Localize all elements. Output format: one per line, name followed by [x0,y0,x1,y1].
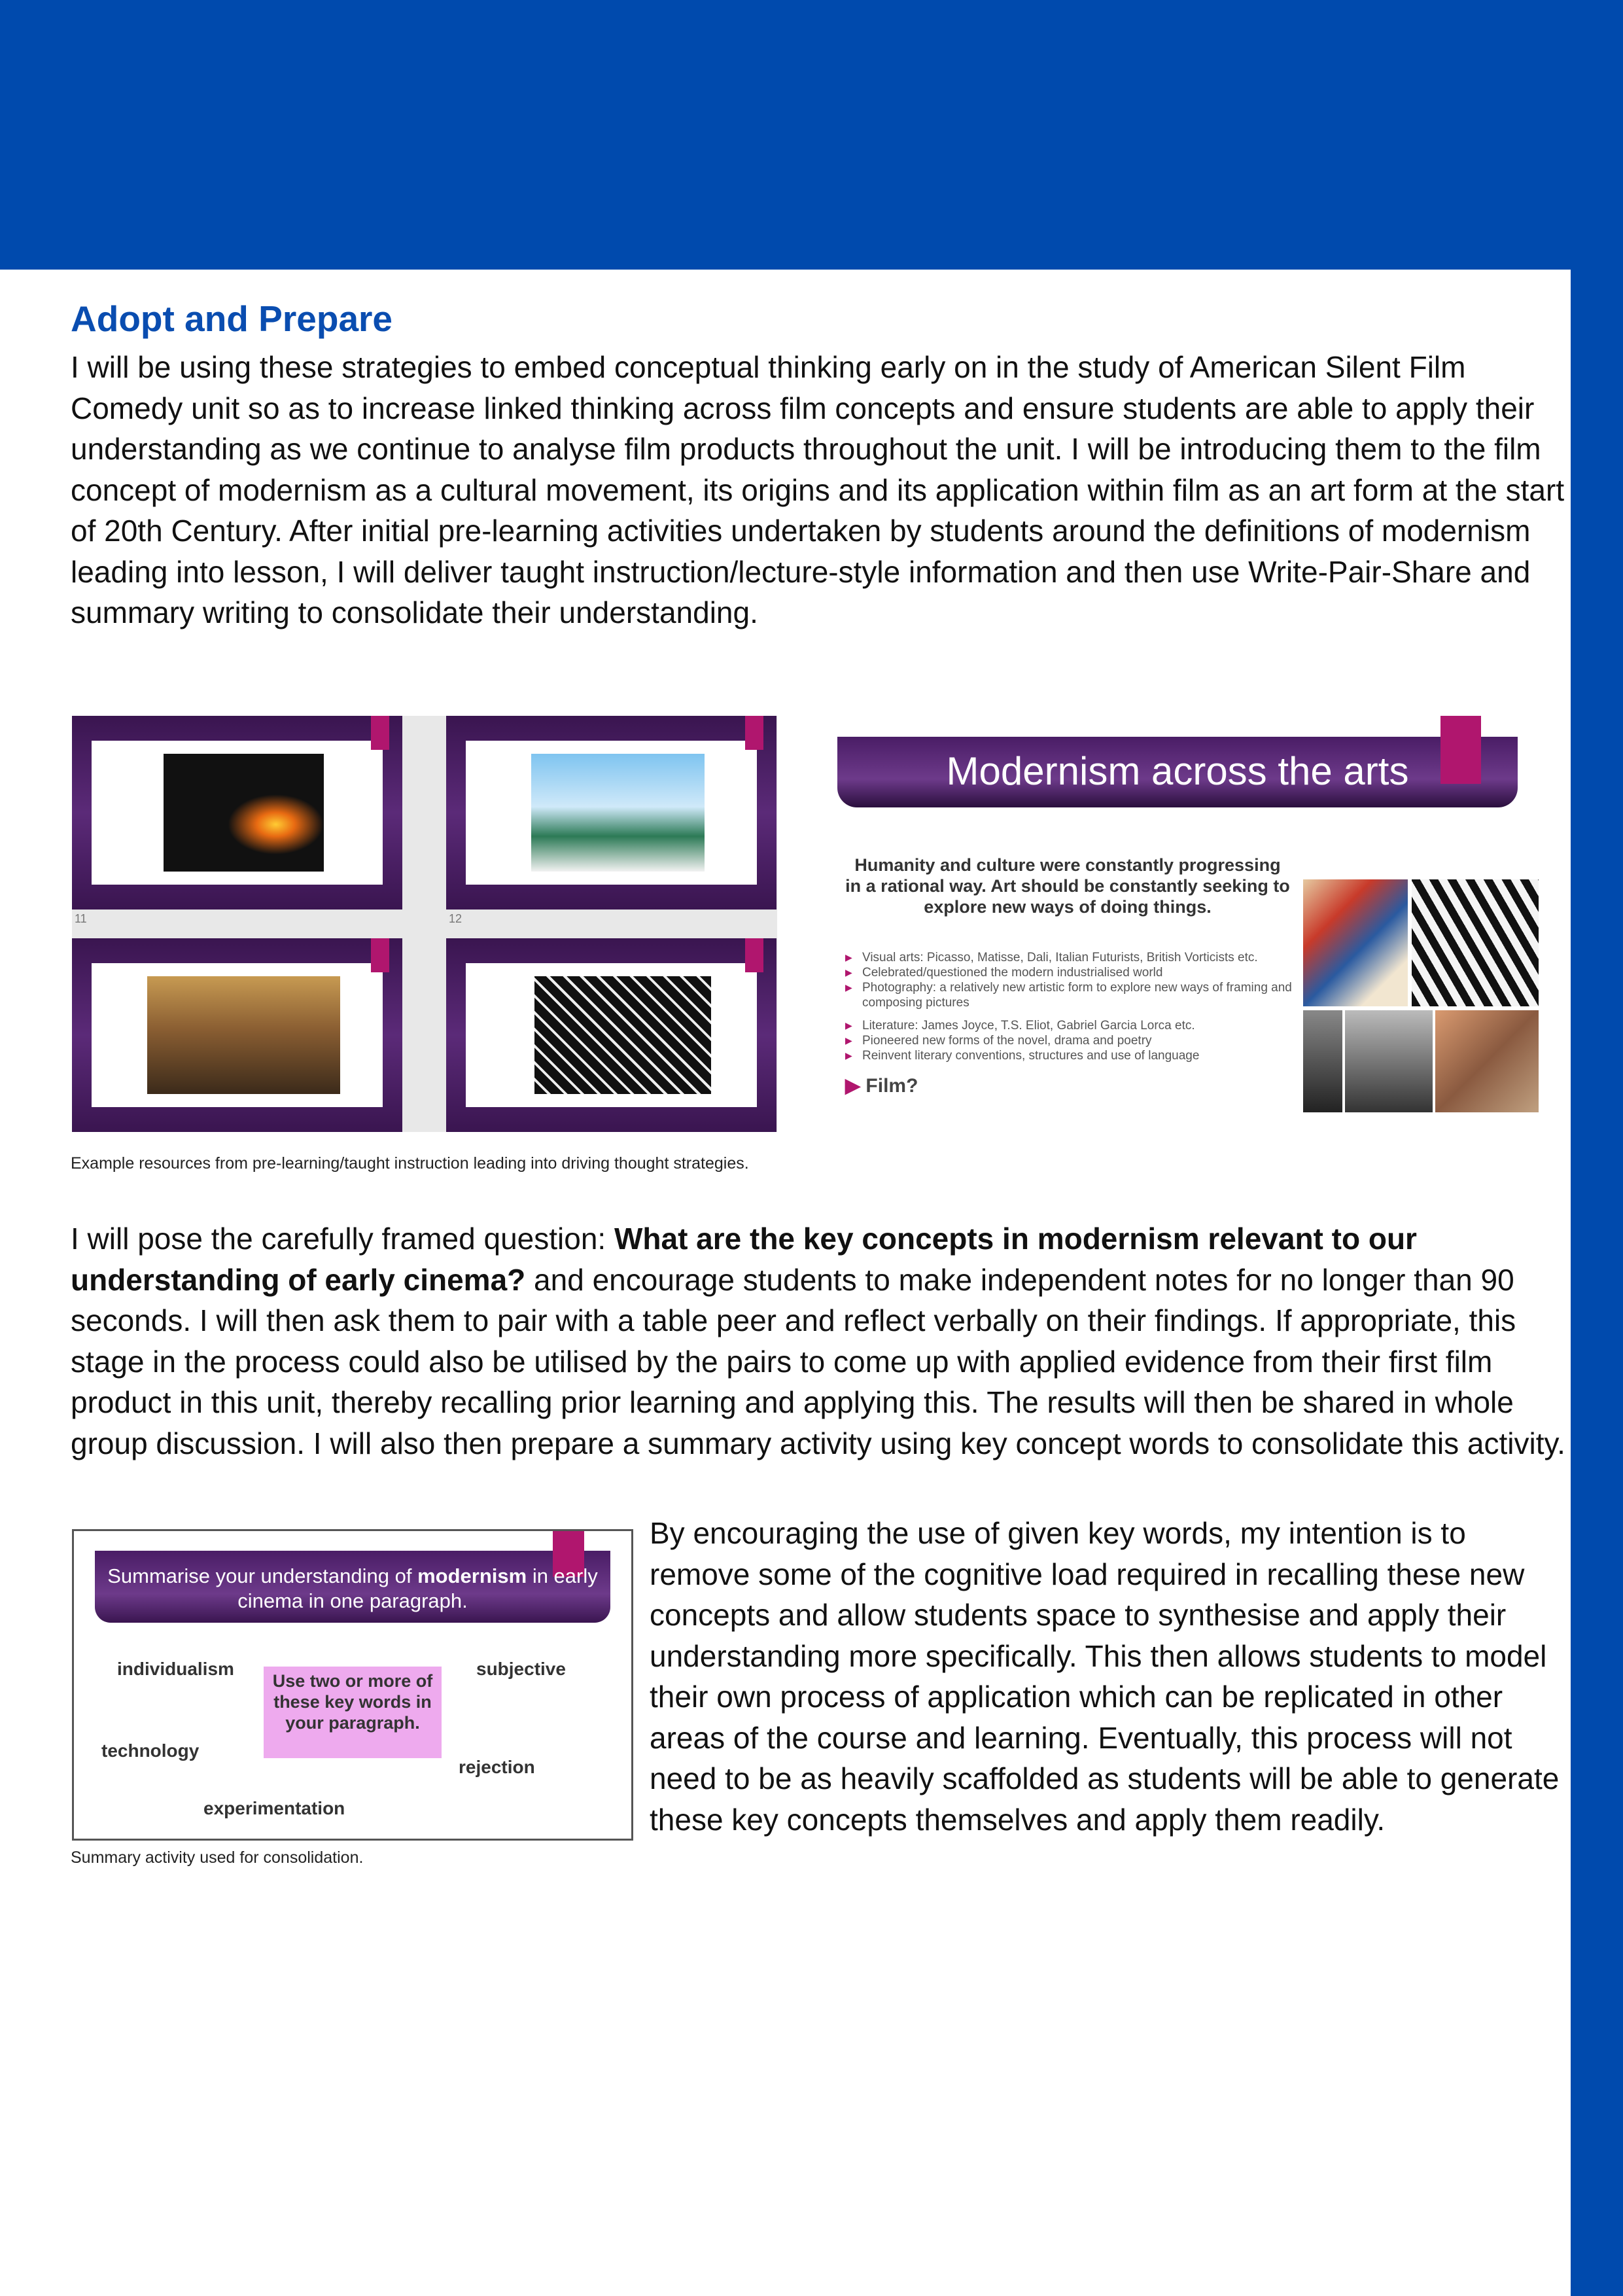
list-item: ▶ Celebrated/questioned the modern industrialised world [845,965,1303,980]
keyword: rejection [459,1757,535,1777]
slide-title: Modernism across the arts [946,749,1409,793]
slide-thumbnail [446,716,777,910]
cubist-portrait-image [1303,879,1408,1006]
industrial-city-image [147,976,340,1094]
right-edge-band [1571,0,1623,2296]
instruction-box: Use two or more of these key words in your paragraph. [264,1667,442,1758]
slide-thumbnail [72,938,402,1132]
literature-list [845,1018,1303,1063]
film-still-image [1303,1010,1342,1112]
section-heading: Adopt and Prepare [71,298,393,339]
clock-image [534,976,711,1094]
keyword: technology [101,1740,200,1761]
portrait-photo-image [1345,1010,1433,1112]
candle-flame-image [164,754,324,872]
slide-thumbnail [72,716,402,910]
list-item: ▶ Reinvent literary conventions, structures and use of language [845,1048,1303,1063]
slide-number: 11 [75,912,87,925]
list-item: ▶ Photography: a relatively new artistic form to explore new ways of framing and composing pictures [845,980,1303,1010]
question-paragraph: I will pose the carefully framed question: What are the key concepts in modernism relevant to our understanding of early cinema? and encourage students to make independent notes for no longer than 90 seconds. I will then ask them to pair with a table peer and reflect verbally on their findings. If appropriate, this stage in the process could also be utilised by the pairs to come up with applied evidence from their first film product in this unit, thereby recalling prior learning and applying this. The results will then be shared in whole group discussion. I will also then prepare a summary activity using key concept words to consolidate this activity. [71,1222,1565,1460]
list-item: ▶ Pioneered new forms of the novel, drama and poetry [845,1033,1303,1048]
keyword: experimentation [203,1798,345,1818]
figure-caption: Example resources from pre-learning/taught instruction leading into driving thought strategies. [71,1154,749,1173]
visual-arts-list [845,950,1303,1010]
keyword: individualism [117,1659,234,1679]
vorticist-artwork-image [1412,879,1539,1006]
list-item: ▶ Literature: James Joyce, T.S. Eliot, Gabriel Garcia Lorca etc. [845,1018,1303,1033]
slide-number: 12 [449,912,462,925]
painting-image [1435,1010,1539,1112]
intro-paragraph: I will be using these strategies to embed conceptual thinking early on in the study of American Silent Film Comedy unit so as to increase linked thinking across film concepts and ensure students are able to apply their understanding as we continue to analyse film products throughout the unit. I will be introducing them to the film concept of modernism as a cultural movement, its origins and its application within film as an art form at the start of 20th Century. After initial pre-learning activities undertaken by students around the definitions of modernism leading into lesson, I will deliver taught instruction/lecture-style information and then use Write-Pair-Share and summary writing to consolidate their understanding. [71,350,1565,629]
figure-caption: Summary activity used for consolidation. [71,1848,364,1867]
summary-slide [72,1529,633,1841]
key-question: What are the key concepts in modernism relevant to our understanding of early cinema? [71,1222,1417,1297]
header-band [0,0,1623,270]
modernism-slide [832,716,1540,1116]
keyword: subjective [476,1659,566,1679]
slide-thumbnail [446,938,777,1132]
slide-thumbnail-grid [72,716,777,1132]
slide-title: Summarise your understanding of modernism in early cinema in one paragraph. [107,1564,598,1612]
artwork-collage [1303,879,1539,1112]
slide-lead-text: Humanity and culture were constantly progressing in a rational way. Art should be constantly seeking to explore new ways of doing things. [845,855,1290,917]
closing-paragraph: By encouraging the use of given key words, my intention is to remove some of the cognitive load required in recalling these new concepts and allow students space to synthesise and apply their understanding more specifically. This then allows students to model their own process of application which can be replicated in other areas of the course and learning. Eventually, this process will not need to be as heavily scaffolded as students will be able to generate these key concepts themselves and apply them readily. [650,1516,1560,1837]
film-bullet: ▶ Film? [845,1074,918,1097]
landscape-image [531,754,705,872]
list-item: ▶ Visual arts: Picasso, Matisse, Dali, Italian Futurists, British Vorticists etc. [845,950,1303,965]
